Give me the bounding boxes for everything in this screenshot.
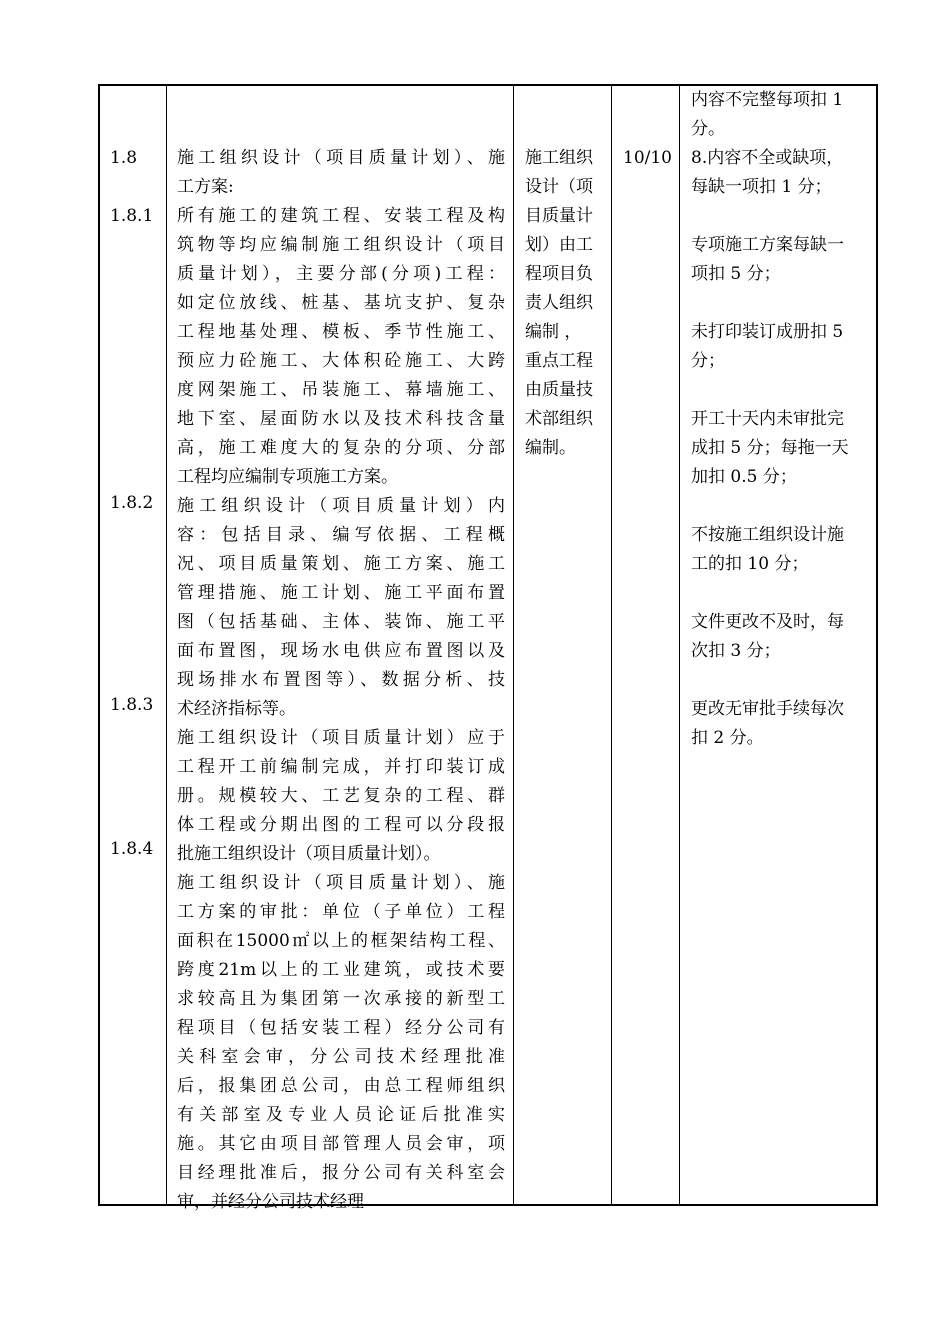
- column-divider: [679, 86, 680, 1204]
- deduction-line: 未打印装订成册扣 5: [691, 322, 844, 342]
- content-line: 工程开工前编制完成，并打印装订成: [177, 757, 505, 777]
- content-line: 况、项目质量策划、施工方案、施工: [177, 554, 505, 574]
- score-value: 10/10: [623, 148, 672, 168]
- responsible-line: 重点工程: [525, 351, 593, 371]
- deduction-line: 每缺一项扣 1 分；: [691, 177, 832, 197]
- deduction-line: 成扣 5 分；每拖一天: [691, 438, 849, 458]
- column-divider: [513, 86, 514, 1204]
- content-line: 施工组织设计（项目质量计划）内: [177, 496, 505, 516]
- column-divider: [166, 86, 167, 1204]
- content-line: 容：包括目录、编写依据、工程概: [177, 525, 505, 545]
- content-line: 关科室会审，分公司技术经理批准: [177, 1047, 505, 1067]
- content-line: 施。其它由项目部管理人员会审，项: [177, 1134, 505, 1154]
- content-line: 地下室、屋面防水以及技术科技含量: [177, 409, 505, 429]
- content-line: 工程地基处理、模板、季节性施工、: [177, 322, 505, 342]
- deduction-line: 分；: [691, 351, 725, 371]
- item-number-1-8-4: 1.8.4: [110, 839, 154, 859]
- deduction-line: 8.内容不全或缺项，: [691, 148, 844, 168]
- content-line: 质量计划），主要分部(分项)工程：: [177, 264, 505, 284]
- content-line: 面积在15000㎡以上的框架结构工程、: [177, 931, 505, 951]
- responsible-line: 施工组织: [525, 148, 593, 168]
- deduction-line: 次扣 3 分；: [691, 641, 781, 661]
- content-line: 术经济指标等。: [177, 699, 296, 719]
- item-number-1-8: 1.8: [110, 148, 138, 168]
- content-line: 筑物等均应编制施工组织设计（项目: [177, 235, 505, 255]
- content-line: 图（包括基础、主体、装饰、施工平: [177, 612, 505, 632]
- content-line: 工程均应编制专项施工方案。: [177, 467, 398, 487]
- responsible-line: 设计（项: [525, 177, 593, 197]
- responsible-line: 编制 ，: [525, 322, 582, 342]
- responsible-line: 责人组织: [525, 293, 593, 313]
- deduction-line: 更改无审批手续每次: [691, 699, 844, 719]
- responsible-line: 编制。: [525, 438, 576, 458]
- deduction-line: 开工十天内未审批完: [691, 409, 844, 429]
- content-line: 后，报集团总公司，由总工程师组织: [177, 1076, 505, 1096]
- content-line: 高，施工难度大的复杂的分项、分部: [177, 438, 505, 458]
- deduction-line: 加扣 0.5 分；: [691, 467, 797, 487]
- content-line: 如定位放线、桩基、基坑支护、复杂: [177, 293, 505, 313]
- item-number-1-8-2: 1.8.2: [110, 493, 154, 513]
- content-line: 目经理批准后，报分公司有关科室会: [177, 1163, 505, 1183]
- deduction-rules: [691, 86, 871, 753]
- content-line: 施工组织设计（项目质量计划）、施: [177, 873, 505, 893]
- deduction-line: 专项施工方案每缺一: [691, 235, 844, 255]
- content-line: 度网架施工、吊装施工、幕墙施工、: [177, 380, 505, 400]
- content-line: 管理措施、施工计划、施工平面布置: [177, 583, 505, 603]
- deduction-line: 分。: [691, 119, 725, 139]
- content-line: 工方案的审批：单位（子单位）工程: [177, 902, 505, 922]
- content-line: 现场排水布置图等）、数据分析、技: [177, 670, 505, 690]
- content-line: 求较高且为集团第一次承接的新型工: [177, 989, 505, 1009]
- content-line: 所有施工的建筑工程、安装工程及构: [177, 206, 505, 226]
- deduction-line: 工的扣 10 分；: [691, 554, 809, 574]
- content-line: 工方案:: [177, 177, 234, 197]
- content-line: 施工组织设计（项目质量计划）、施: [177, 148, 505, 168]
- content-line: 审，并经分公司技术经理: [177, 1192, 364, 1212]
- responsible-line: 目质量计: [525, 206, 593, 226]
- deduction-line: 不按施工组织设计施: [691, 525, 844, 545]
- responsible-party: [525, 144, 605, 463]
- content-line: 批施工组织设计（项目质量计划）。: [177, 844, 441, 864]
- deduction-line: 扣 2 分。: [691, 728, 764, 748]
- deduction-line: 内容不完整每项扣 1: [691, 90, 844, 110]
- content-line: 册。规模较大、工艺复杂的工程、群: [177, 786, 505, 806]
- responsible-line: 术部组织: [525, 409, 593, 429]
- item-number-1-8-1: 1.8.1: [110, 206, 154, 226]
- responsible-line: 由质量技: [525, 380, 593, 400]
- content-line: 施工组织设计（项目质量计划）应于: [177, 728, 505, 748]
- item-number-1-8-3: 1.8.3: [110, 695, 154, 715]
- content-line: 预应力砼施工、大体积砼施工、大跨: [177, 351, 505, 371]
- standards-table: [98, 84, 878, 1212]
- responsible-line: 划）由工: [525, 235, 593, 255]
- deduction-line: 文件更改不及时，每: [691, 612, 844, 632]
- content-line: 跨度21m以上的工业建筑，或技术要: [177, 960, 505, 980]
- responsible-line: 程项目负: [525, 264, 593, 284]
- content-line: 程项目（包括安装工程）经分公司有: [177, 1018, 505, 1038]
- content-line: 有关部室及专业人员论证后批准实: [177, 1105, 505, 1125]
- requirements-content: [177, 144, 505, 1217]
- content-line: 面布置图，现场水电供应布置图以及: [177, 641, 505, 661]
- content-line: 体工程或分期出图的工程可以分段报: [177, 815, 505, 835]
- column-divider: [611, 86, 612, 1204]
- deduction-line: 项扣 5 分；: [691, 264, 781, 284]
